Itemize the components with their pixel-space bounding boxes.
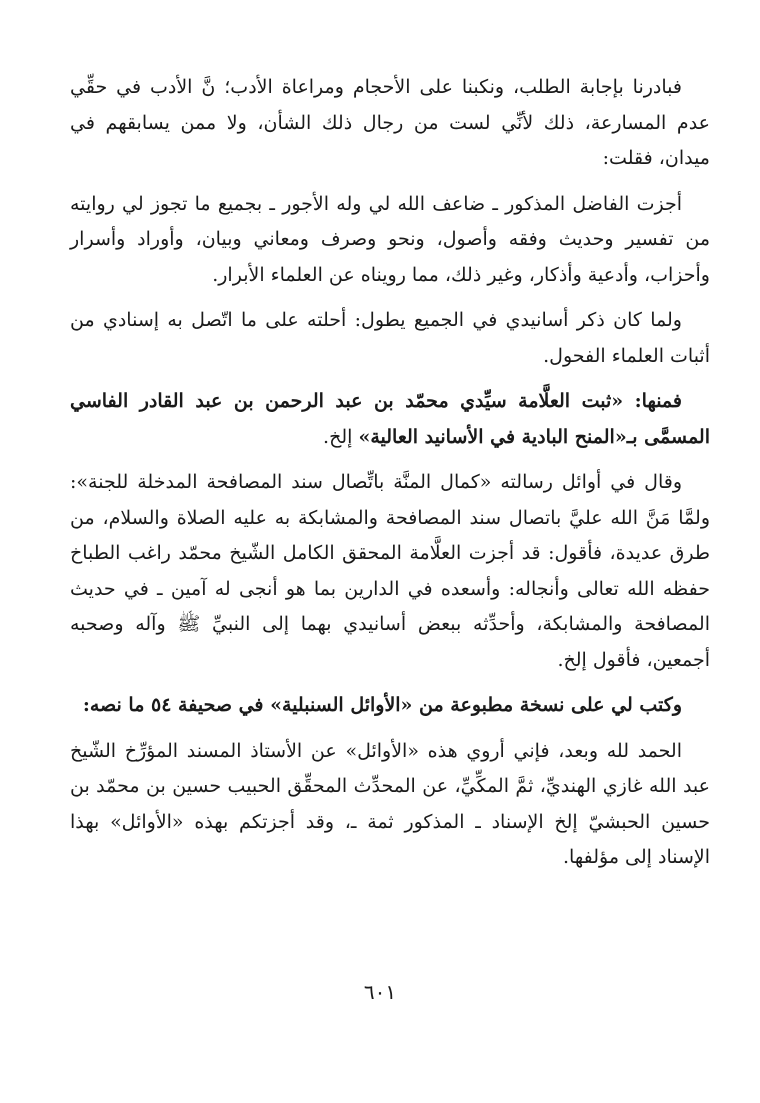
paragraph-6: وكتب لي على نسخة مطبوعة من «الأوائل السنبلية» في صحيفة ٥٤ ما نصه: <box>82 694 682 716</box>
page-number: ٦٠١ <box>363 980 397 1004</box>
paragraph-4-bold: فمنها: «ثبت العلَّامة سيِّدي محمّد بن عبد الرحمن بن عبد القادر الفاسي المسمَّى بـ«المنح البادية في الأسانيد العالية» <box>70 390 710 448</box>
paragraph-7: الحمد لله وبعد، فإني أروي هذه «الأوائل» عن الأستاذ المسند المؤرِّخ الشّيخ عبد الله غازي الهنديِّ، ثمَّ المكِّيِّ، عن المحدِّث المحقِّق الحبيب حسين بن محمّد بن حسين الحبشيّ إلخ الإسناد ـ المذكور ثمة ـ، وقد أجزتكم بهذه «الأوائل» بهذا الإسناد إلى مؤلفها. <box>70 739 710 868</box>
paragraph-2: أجزت الفاضل المذكور ـ ضاعف الله لي وله الأجور ـ بجميع ما تجوز لي روايته من تفسير وحديث وفقه وأصول، ونحو وصرف ومعاني وبيان، وأوراد وأسرار وأحزاب، وأدعية وأذكار، وغير ذلك، مما رويناه عن العلماء الأبرار. <box>70 192 710 286</box>
paragraph-5: وقال في أوائل رسالته «كمال المنَّة باتِّصال سند المصافحة المدخلة للجنة»: ولمَّا مَنَّ الله عليَّ باتصال سند المصافحة والمشابكة به عليه الصلاة والسلام، من طرق عديدة، فأقول: قد أجزت العلَّامة المحقق الكامل الشّيخ محمّد راغب الطباخ حفظه الله تعالى وأنجاله: وأسعده في الدارين بما هو أنجى له آمين ـ في حديث المصافحة والمشابكة، وأحدِّثه ببعض أسانيدي بهما إلى النبيِّ ﷺ وآله وصحبه أجمعين، فأقول إلخ. <box>70 471 710 671</box>
page-body <box>70 70 710 886</box>
paragraph-4-tail: إلخ. <box>323 425 359 448</box>
paragraph-1: فبادرنا بإجابة الطلب، ونكبنا على الأحجام ومراعاة الأدب؛ نَّ الأدب في حقِّي عدم المسارعة، ذلك لأنِّي لست من رجال ذلك الشأن، ولا ممن يسابقهم في ميدان، فقلت: <box>70 76 710 169</box>
paragraph-4 <box>70 384 710 455</box>
paragraph-3: ولما كان ذكر أسانيدي في الجميع يطول: أحلته على ما اتّصل به إسنادي من أثبات العلماء الفحول. <box>70 309 710 367</box>
